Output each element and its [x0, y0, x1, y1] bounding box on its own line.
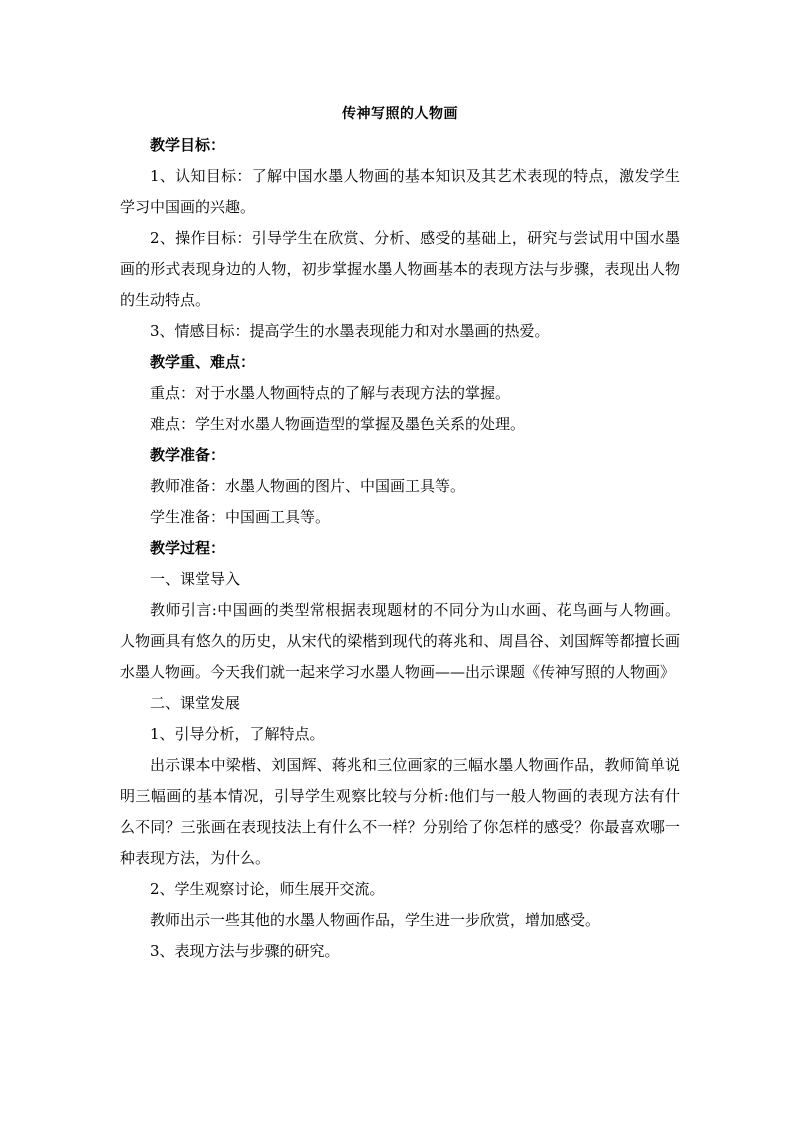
paragraph-list [120, 130, 680, 967]
paragraph: 学生准备：中国画工具等。 [150, 508, 331, 526]
paragraph: 重点：对于水墨人物画特点的了解与表现方法的掌握。 [150, 384, 511, 402]
paragraph: 出示课本中梁楷、刘国辉、蒋兆和三位画家的三幅水墨人物画作品，教师简单说明三幅画的基本情况，引导学生观察比较与分析:他们与一般人物画的表现方法有什么不同？三张画在表现技法上有什么不一样？分别给了你怎样的感受？你最喜欢哪一种表现方法，为什么。 [120, 756, 680, 867]
document-body [120, 99, 680, 967]
paragraph: 2、学生观察讨论，师生展开交流。 [150, 880, 385, 898]
paragraph: 教师准备：水墨人物画的图片、中国画工具等。 [150, 477, 466, 495]
document-title: 传神写照的人物画 [342, 106, 458, 122]
paragraph: 难点：学生对水墨人物画造型的掌握及墨色关系的处理。 [150, 415, 526, 433]
paragraph: 1、认知目标：了解中国水墨人物画的基本知识及其艺术表现的特点，激发学生学习中国画的兴趣。 [120, 167, 680, 216]
paragraph: 教师引言:中国画的类型常根据表现题材的不同分为山水画、花鸟画与人物画。人物画具有悠久的历史，从宋代的梁楷到现代的蒋兆和、周昌谷、刘国辉等都擅长画水墨人物画。今天我们就一起来学习水墨人物画——出示课题《传神写照的人物画》 [120, 601, 680, 681]
section-heading: 教学目标： [150, 136, 226, 154]
paragraph: 3、表现方法与步骤的研究。 [150, 942, 340, 960]
section-heading: 教学准备： [150, 446, 226, 464]
paragraph: 一、课堂导入 [150, 570, 241, 588]
paragraph: 3、情感目标：提高学生的水墨表现能力和对水墨画的热爱。 [150, 322, 550, 340]
paragraph: 二、课堂发展 [150, 694, 241, 712]
paragraph: 教师出示一些其他的水墨人物画作品，学生进一步欣赏，增加感受。 [150, 911, 601, 929]
paragraph: 1、引导分析，了解特点。 [150, 725, 325, 743]
section-heading: 教学过程： [150, 539, 226, 557]
section-heading: 教学重、难点： [150, 353, 256, 371]
paragraph: 2、操作目标：引导学生在欣赏、分析、感受的基础上，研究与尝试用中国水墨画的形式表现身边的人物，初步掌握水墨人物画基本的表现方法与步骤，表现出人物的生动特点。 [120, 229, 680, 309]
